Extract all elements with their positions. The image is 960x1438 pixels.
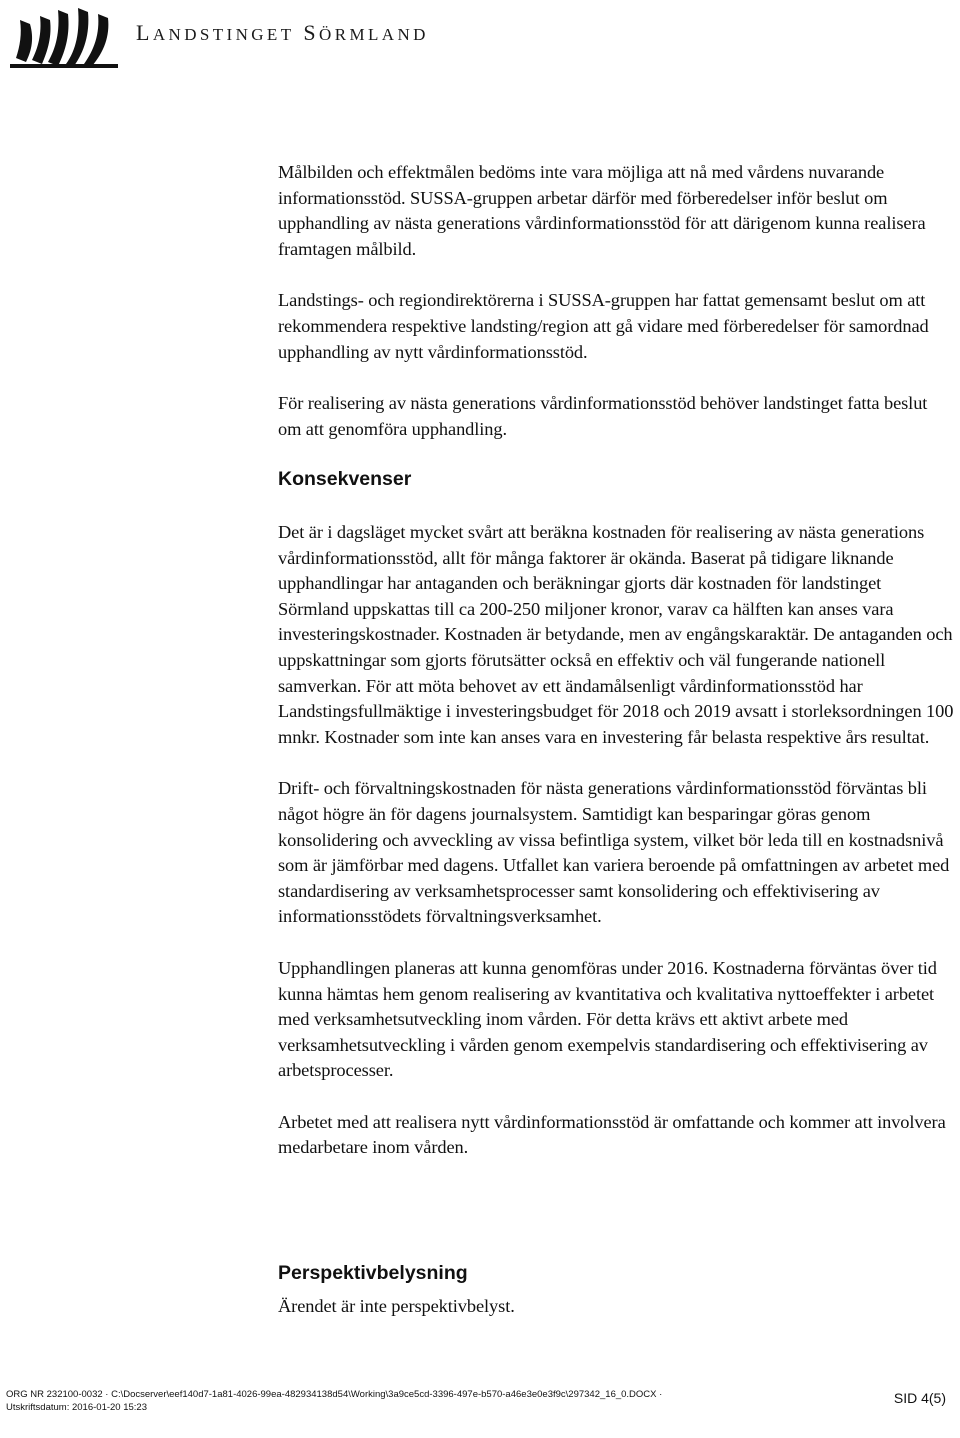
- paragraph-arbetet: Arbetet med att realisera nytt vårdinformationsstöd är omfattande och kommer att involvera medarbetare inom vården.: [278, 1111, 946, 1158]
- paragraph-drift: Drift- och förvaltningskostnaden för nästa generations vårdinformationsstöd förväntas bli något högre än för dagens journalsystem. Samtidigt kan besparingar göras genom konsolidering och avveckling av vissa befintliga system, vilket bör leda till en kostnadsnivå som är jämförbar med dagens. Utfallet kan variera beroende på omfattningen av arbetet med standardisering av verksamhetsprocesser samt konsolidering och effektivisering av informationsstödets förvaltningsverksamhet.: [278, 778, 950, 927]
- paragraph-perspektiv: Ärendet är inte perspektivbelyst.: [278, 1296, 515, 1316]
- paragraph-realisering: För realisering av nästa generations vårdinformationsstöd behöver landstinget fatta beslut om att genomföra upphandling.: [278, 393, 928, 439]
- paragraph-malbild: Målbilden och effektmålen bedöms inte vara möjliga att nå med vårdens nuvarande informationsstöd. SUSSA-gruppen arbetar därför med förberedelser inför beslut om upphandling av nästa generations vårdinformationsstöd för att därigenom kunna realisera framtagen målbild.: [278, 162, 926, 259]
- footer-print-date: Utskriftsdatum: 2016-01-20 15:23: [6, 1402, 147, 1413]
- landstinget-sormland-logo-icon: [10, 4, 118, 68]
- paragraph-sussa-beslut: Landstings- och regiondirektörerna i SUSSA-gruppen har fattat gemensamt beslut om att rekommendera respektive landsting/region att gå vidare med förberedelser för samordnad upphandling av nytt vårdinformationsstöd.: [278, 290, 929, 362]
- document-header: [10, 4, 610, 68]
- footer-info: [6, 1388, 662, 1414]
- paragraph-upphandling: Upphandlingen planeras att kunna genomföras under 2016. Kostnaderna förväntas över tid kunna hämtas hem genom realisering av kvantitativa och kvalitativa nyttoeffekter i arbetet med verksamhetsutveckling inom vården. För detta krävs ett aktivt arbete med verksamhetsutveckling i vården genom exempelvis standardisering och effektivisering av arbetsprocesser.: [278, 957, 937, 1081]
- konsekvenser-section: [278, 520, 954, 1187]
- heading-perspektivbelysning: Perspektivbelysning: [278, 1262, 468, 1284]
- footer-org-path: ORG NR 232100-0032 · C:\Docserver\eef140d7-1a81-4026-99ea-482934138d54\Working\3a9ce5cd-3396-497e-b570-a46e3e0e3f9c\297342_16_0.DOCX ·: [6, 1389, 663, 1400]
- organization-name: LANDSTINGET SÖRMLAND: [136, 20, 429, 45]
- paragraph-kostnad: Det är i dagsläget mycket svårt att beräkna kostnaden för realisering av nästa generations vårdinformationsstöd, allt för många faktorer är okända. Baserat på tidigare liknande upphandlingar har antaganden och beräkningar gjorts där kostnaden för landstinget Sörmland uppskattas till ca 200-250 miljoner kronor, varav ca hälften kan anses vara investeringskostnader. Kostnaden är betydande, men av engångskaraktär. De antaganden och uppskattningar som gjorts förutsätter också en effektiv och väl fungerande nationell samverkan. För att möta behovet av ett ändamålsenligt vårdinformationsstöd har Landstingsfullmäktige i investeringsbudget för 2018 och 2019 avsatt i storleksordningen 100 mnkr. Kostnader som inte kan anses vara en investering får belasta respektive års resultat.: [278, 522, 954, 747]
- page-number: SID 4(5): [893, 1390, 946, 1406]
- heading-konsekvenser: Konsekvenser: [278, 468, 412, 490]
- document-body: [278, 160, 954, 1316]
